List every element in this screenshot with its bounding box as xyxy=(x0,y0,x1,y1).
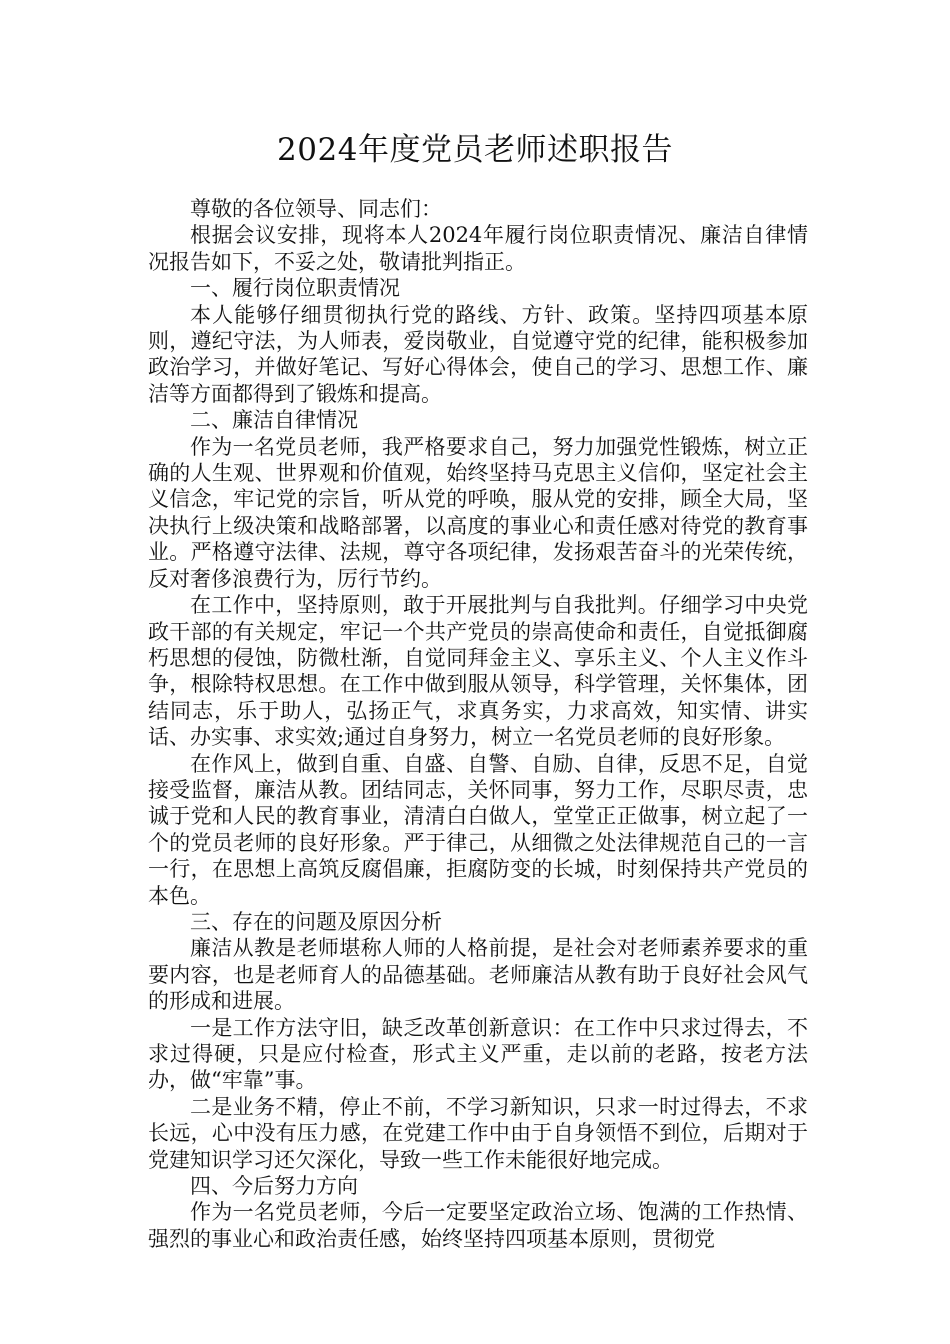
document-body xyxy=(148,196,808,1252)
section-heading: 一、履行岗位职责情况 xyxy=(190,276,400,301)
paragraph: 在工作中，坚持原则，敢于开展批判与自我批判。仔细学习中央党政干部的有关规定，牢记一个共产党员的崇高使命和责任，自觉抵御腐朽思想的侵蚀，防微杜渐，自觉同拜金主义、享乐主义、个人主义作斗争，根除特权思想。在工作中做到服从领导，科学管理，关怀集体，团结同志，乐于助人，弘扬正气，求真务实，力求高效，知实情、讲实话、办实事、求实效;通过自身努力，树立一名党员老师的良好形象。 xyxy=(148,593,808,750)
paragraph: 根据会议安排，现将本人2024年履行岗位职责情况、廉洁自律情况报告如下，不妥之处，敬请批判指正。 xyxy=(148,223,808,274)
paragraph: 在作风上，做到自重、自盛、自警、自励、自律，反思不足，自觉接受监督，廉洁从教。团结同志，关怀同事，努力工作，尽职尽责，忠诚于党和人民的教育事业，清清白白做人，堂堂正正做事，树立起了一个的党员老师的良好形象。严于律己，从细微之处法律规范自己的一言一行，在思想上高筑反腐倡廉，拒腐防变的长城，时刻保持共产党员的本色。 xyxy=(148,751,808,908)
paragraph: 作为一名党员老师，我严格要求自己，努力加强党性锻炼，树立正确的人生观、世界观和价值观，始终坚持马克思主义信仰，坚定社会主义信念，牢记党的宗旨，听从党的呼唤，服从党的安排，顾全大局，坚决执行上级决策和战略部署，以高度的事业心和责任感对待党的教育事业。严格遵守法律、法规，尊守各项纪律，发扬艰苦奋斗的光荣传统，反对奢侈浪费行为，厉行节约。 xyxy=(148,434,808,591)
paragraph: 廉洁从教是老师堪称人师的人格前提，是社会对老师素养要求的重要内容，也是老师育人的品德基础。老师廉洁从教有助于良好社会风气的形成和进展。 xyxy=(148,936,808,1014)
paragraph: 二是业务不精，停止不前，不学习新知识，只求一时过得去，不求长远，心中没有压力感，在党建工作中由于自身领悟不到位，后期对于党建知识学习还欠深化，导致一些工作未能很好地完成。 xyxy=(148,1094,808,1172)
document-title: 2024年度党员老师述职报告 xyxy=(277,132,673,168)
paragraph: 一是工作方法守旧，缺乏改革创新意识：在工作中只求过得去，不求过得硬，只是应付检查，形式主义严重，走以前的老路，按老方法办，做“牢靠”事。 xyxy=(148,1015,808,1093)
paragraph: 作为一名党员老师，今后一定要坚定政治立场、饱满的工作热情、强烈的事业心和政治责任感，始终坚持四项基本原则，贯彻党 xyxy=(148,1200,808,1251)
salutation: 尊敬的各位领导、同志们： xyxy=(190,197,442,221)
document-blocks xyxy=(148,222,808,1252)
section-heading: 四、今后努力方向 xyxy=(190,1174,358,1199)
section-heading: 三、存在的问题及原因分析 xyxy=(190,909,442,934)
paragraph: 本人能够仔细贯彻执行党的路线、方针、政策。坚持四项基本原则，遵纪守法，为人师表，爱岗敬业，自觉遵守党的纪律，能积极参加政治学习，并做好笔记、写好心得体会，使自己的学习、思想工作、廉洁等方面都得到了锻炼和提高。 xyxy=(148,302,808,406)
section-heading: 二、廉洁自律情况 xyxy=(190,408,358,433)
